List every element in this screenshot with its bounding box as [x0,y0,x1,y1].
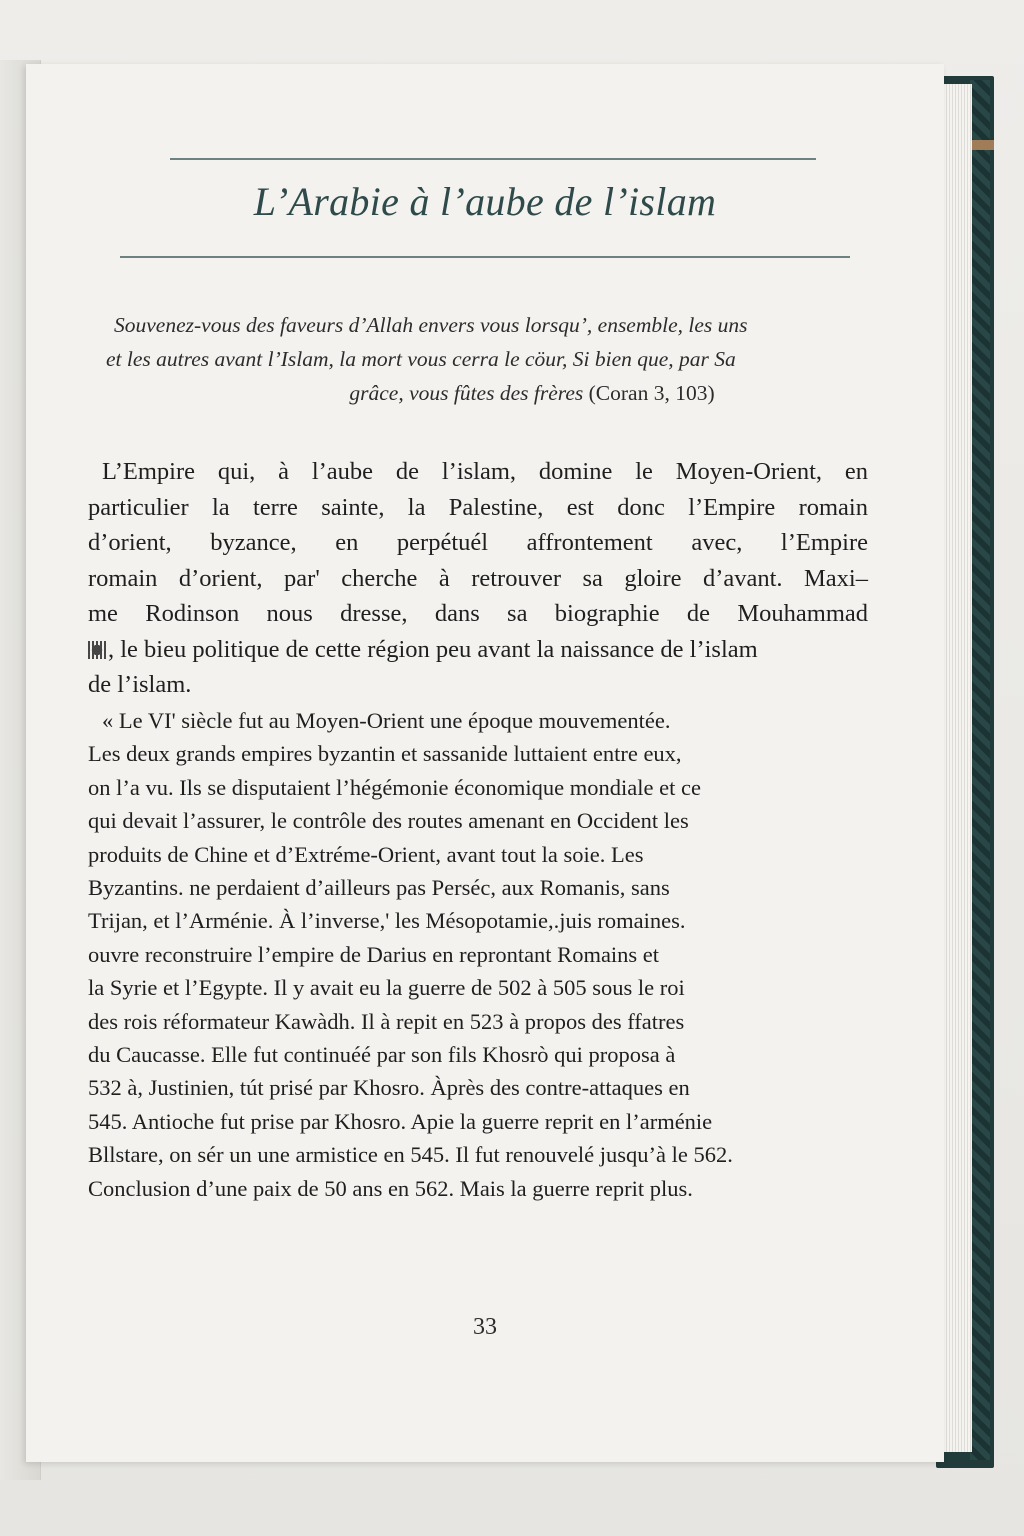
title-rule-bottom [120,256,850,258]
paragraph-line: me Rodinson nous dresse, dans sa biographie de Mouhammad [88,600,868,627]
paragraph-line: on l’a vu. Ils se disputaient l’hégémonie économique mondiale et ce [88,774,701,800]
epigraph-line: Souvenez-vous des faveurs d’Allah envers vous lorsqu’, ensemble, les uns [114,313,748,337]
paragraph-line: du Caucasse. Elle fut continuéé par son fils Khosrò qui proposa à [88,1042,676,1068]
epigraph-reference: (Coran 3, 103) [588,381,715,405]
page-number: 33 [473,1314,497,1340]
paragraph-line: 532 à, Justinien, tút prisé par Khosro. Àprès des contre-attaques en [88,1075,690,1101]
paragraph-line: Trijan, et l’Arménie. À l’inverse,' les Mésopotamie,.juis romaines. [88,908,686,934]
paragraph-line: d’orient, byzance, en perpétuél affrontement avec, l’Empire [88,529,868,556]
paragraph-2-quotation [88,704,868,1205]
epigraph-line-last [106,376,868,410]
book-page [26,64,944,1462]
paragraph-line: des rois réformateur Kawàdh. Il à repit en 523 à propos des ffatres [88,1008,685,1034]
paragraph-line: Bllstare, on sér un une armistice en 545. Il fut renouvelé jusqu’à le 562. [88,1142,733,1168]
epigraph-line: grâce, vous fûtes des frères [349,381,584,405]
cover-band [970,140,994,150]
paragraph-line: particulier la terre sainte, la Palestine, est donc l’Empire romain [88,493,868,521]
paragraph-line: Byzantins. ne perdaient d’ailleurs pas Perséc, aux Romanis, sans [88,875,670,901]
paragraph-line: la Syrie et l’Egypte. Il y avait eu la guerre de 502 à 505 sous le roi [88,975,685,1001]
paragraph-line: Conclusion d’une paix de 50 ans en 562. Mais la guerre reprit plus. [88,1175,693,1201]
paragraph-line: de l’islam. [88,671,192,698]
cover-pattern [970,80,990,1460]
paragraph-line: qui devait l’assurer, le contrôle des routes amenant en Occident les [88,808,689,834]
chapter-title: L’Arabie à l’aube de l’islam [253,179,717,224]
epigraph-line: et les autres avant l’Islam, la mort vous cerra le cöur, Si bien que, par Sa [106,347,736,371]
title-rule-top [170,158,816,160]
paragraph-1 [88,454,868,703]
paragraph-line: , le bieu politique de cette région peu avant la naissance de l’islam [108,635,758,663]
paragraph-line-with-honorific [88,632,868,668]
paragraph-line: produits de Chine et d’Extréme-Orient, avant tout la soie. Les [88,841,644,867]
epigraph [106,308,868,410]
paragraph-line: 545. Antioche fut prise par Khosro. Apie la guerre reprit en l’arménie [88,1108,713,1134]
paragraph-line: L’Empire qui, à l’aube de l’islam, domine le Moyen-Orient, en [102,458,868,485]
paragraph-line: ouvre reconstruire l’empire de Darius en reprontant Romains et [88,941,660,967]
paragraph-line: romain d’orient, par' cherche à retrouver sa gloire d’avant. Maxi– [88,564,868,592]
paragraph-line: « Le VI' siècle fut au Moyen-Orient une époque mouvementée. [102,708,671,733]
honorific-icon [88,641,106,659]
paragraph-line: Les deux grands empires byzantin et sassanide luttaient entre eux, [88,741,682,767]
